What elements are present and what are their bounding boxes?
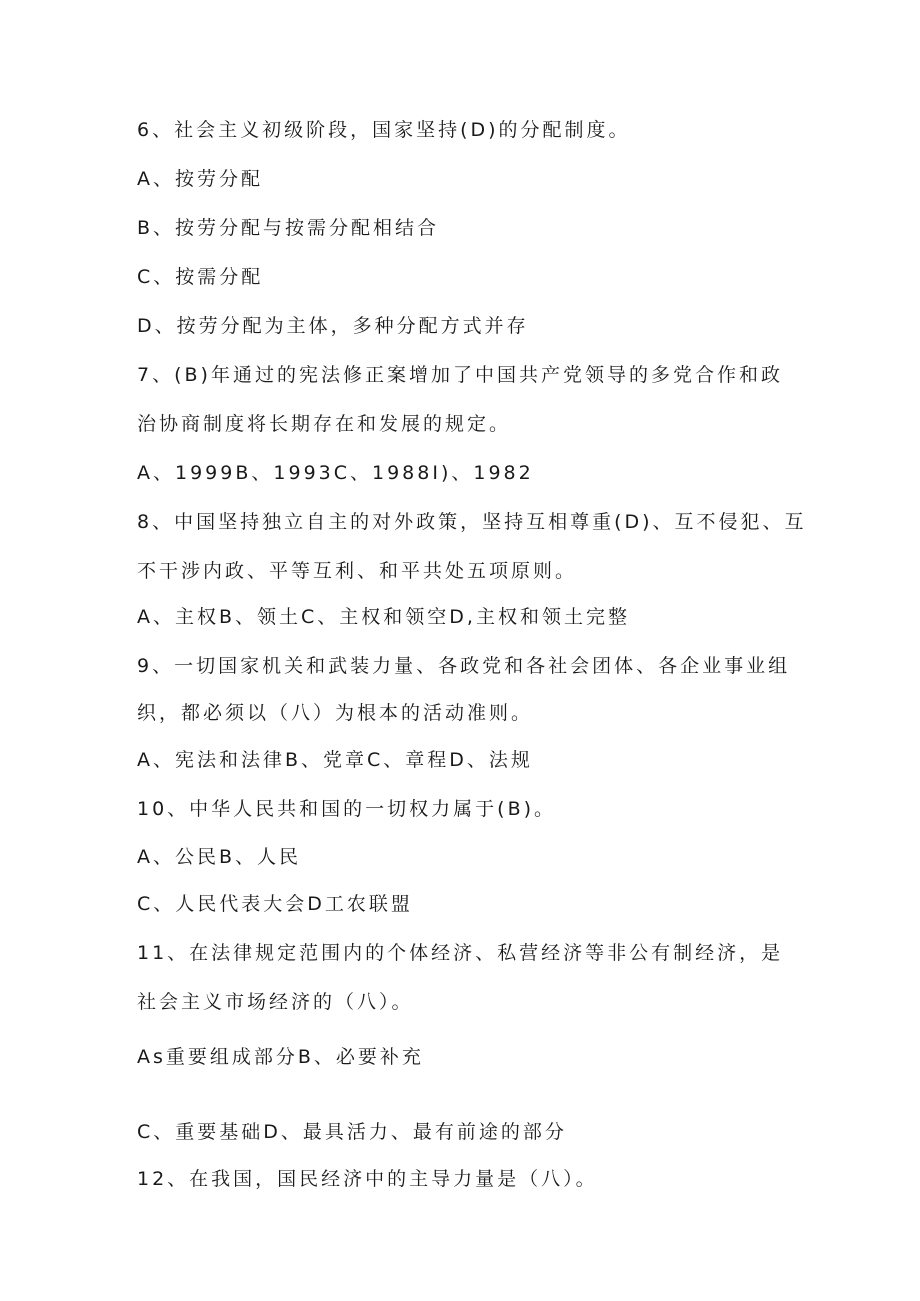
question-10-stem: 10、中华人民共和国的一切权力属于(B)。 xyxy=(137,798,557,820)
question-11-stem-line-1: 11、在法律规定范围内的个体经济、私营经济等非公有制经济，是 xyxy=(137,942,784,964)
question-12-stem: 12、在我国，国民经济中的主导力量是（八）。 xyxy=(137,1168,598,1190)
question-8-stem-line-2: 不干涉内政、平等互利、和平共处五项原则。 xyxy=(137,560,578,582)
question-10-options-line-2: C、人民代表大会D工农联盟 xyxy=(137,893,413,915)
question-8-options: A、主权B、领土C、主权和领空D,主权和领土完整 xyxy=(137,606,630,628)
question-11-options-line-1: As重要组成部分B、必要补充 xyxy=(137,1046,424,1068)
question-11-stem-line-2: 社会主义市场经济的（八）。 xyxy=(137,991,414,1013)
question-6-option-a: A、按劳分配 xyxy=(137,168,263,190)
question-9-stem-line-2: 织，都必须以（八）为根本的活动准则。 xyxy=(137,702,534,724)
question-8-stem-line-1: 8、中国坚持独立自主的对外政策，坚持互相尊重(D)、互不侵犯、互 xyxy=(137,511,807,533)
question-10-options-line-1: A、公民B、人民 xyxy=(137,846,302,868)
question-9-options: A、宪法和法律B、党章C、章程D、法规 xyxy=(137,749,533,771)
question-6-option-d: D、按劳分配为主体，多种分配方式并存 xyxy=(137,315,529,337)
question-7-stem-line-2: 治协商制度将长期存在和发展的规定。 xyxy=(137,413,512,435)
question-7-options: A、1999B、1993C、1988I)、1982 xyxy=(137,462,534,484)
question-6-stem: 6、社会主义初级阶段，国家坚持(D)的分配制度。 xyxy=(137,119,631,141)
question-6-option-b: B、按劳分配与按需分配相结合 xyxy=(137,217,440,239)
question-7-stem-line-1: 7、(B)年通过的宪法修正案增加了中国共产党领导的多党合作和政 xyxy=(137,364,783,386)
question-9-stem-line-1: 9、一切国家机关和武装力量、各政党和各社会团体、各企业事业组 xyxy=(137,655,791,677)
question-6-option-c: C、按需分配 xyxy=(137,266,264,288)
question-11-options-line-2: C、重要基础D、最具活力、最有前途的部分 xyxy=(137,1121,567,1143)
